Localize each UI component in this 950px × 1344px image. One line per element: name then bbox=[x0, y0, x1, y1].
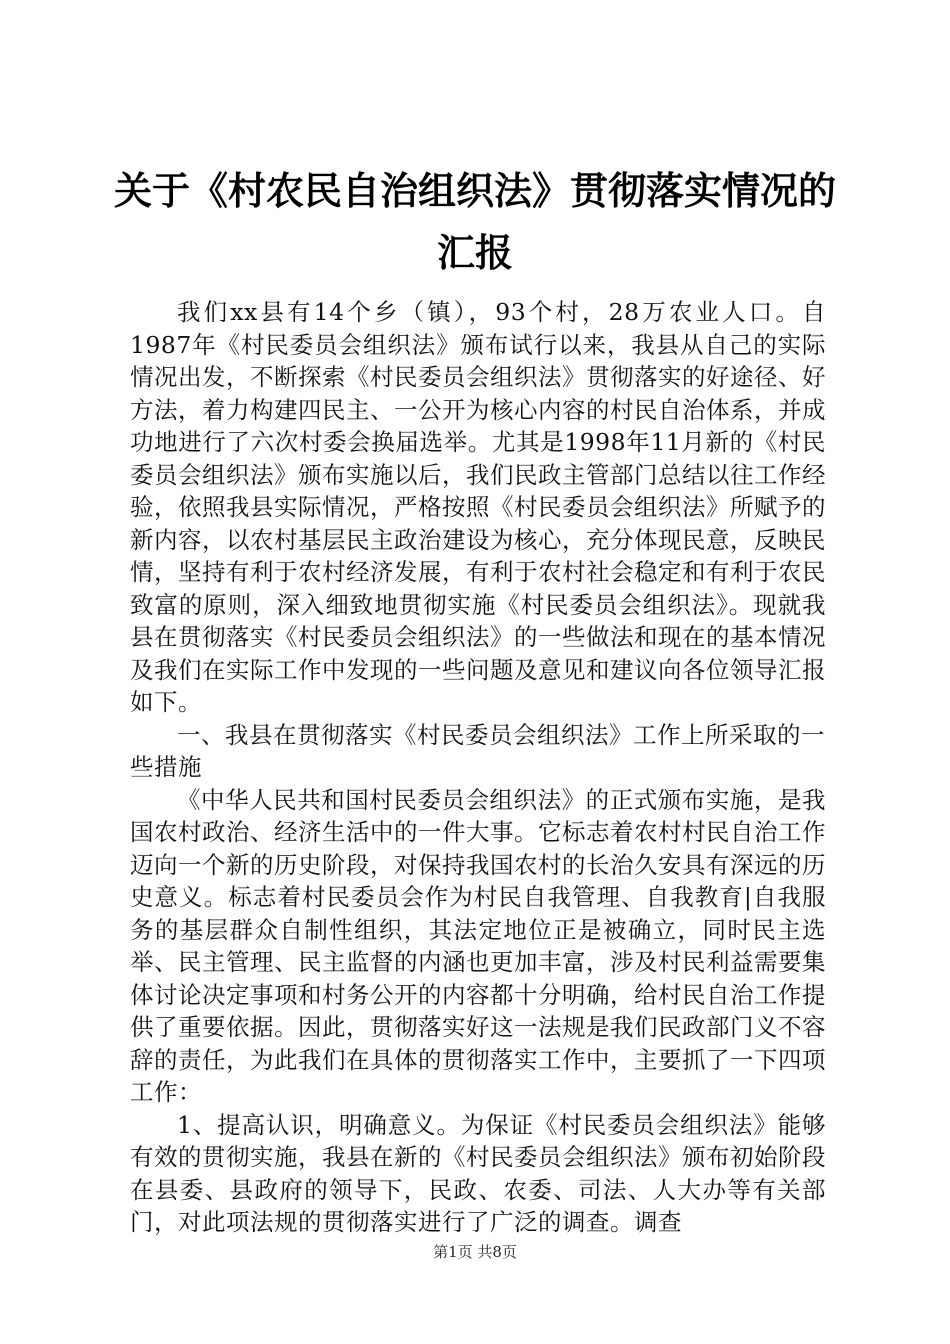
intro-paragraph: 我们xx县有14个乡（镇），93个村，28万农业人口。自1987年《村民委员会组织法》颁布试行以来，我县从自己的实际情况出发，不断探索《村民委员会组织法》贯彻落实的好途径、好方法，着力构建四民主、一公开为核心内容的村民自治体系，并成功地进行了六次村委会换届选举。尤其是1998年11月新的《村民委员会组织法》颁布实施以后，我们民政主管部门总结以往工作经验，依照我县实际情况，严格按照《村民委员会组织法》所赋予的新内容，以农村基层民主政治建设为核心，充分体现民意，反映民情，坚持有利于农村经济发展，有利于农村社会稳定和有利于农民致富的原则，深入细致地贯彻实施《村民委员会组织法》。现就我县在贯彻落实《村民委员会组织法》的一些做法和现在的基本情况及我们在实际工作中发现的一些问题及意见和建议向各位领导汇报如下。 bbox=[130, 298, 826, 716]
body-paragraph: 《中华人民共和国村民委员会组织法》的正式颁布实施，是我国农村政治、经济生活中的一件大事。它标志着农村村民自治工作迈向一个新的历史阶段，对保持我国农村的长治久安具有深远的历史意义。标志着村民委员会作为村民自我管理、自我教育|自我服务的基层群众自制性组织，其法定地位正是被确立，同时民主选举、民主管理、民主监督的内涵也更加丰富，涉及村民利益需要集体讨论决定事项和村务公开的内容都十分明确，给村民自治工作提供了重要依据。因此，贯彻落实好这一法规是我们民政部门义不容辞的责任，为此我们在具体的贯彻落实工作中，主要抓了一下四项工作： bbox=[130, 785, 826, 1106]
page-footer: 第1页 共8页 bbox=[433, 1243, 517, 1261]
document-body bbox=[130, 296, 826, 1239]
document-title: 关于《村农民自治组织法》贯彻落实情况的汇报 bbox=[113, 169, 836, 275]
numbered-paragraph: 1、提高认识，明确意义。为保证《村民委员会组织法》能够有效的贯彻实施，我县在新的《村民委员会组织法》颁布初始阶段在县委、县政府的领导下，民政、农委、司法、人大办等有关部门，对此项法规的贯彻落实进行了广泛的调查。调查 bbox=[130, 1110, 826, 1236]
section-heading: 一、我县在贯彻落实《村民委员会组织法》工作上所采取的一些措施 bbox=[130, 720, 825, 781]
